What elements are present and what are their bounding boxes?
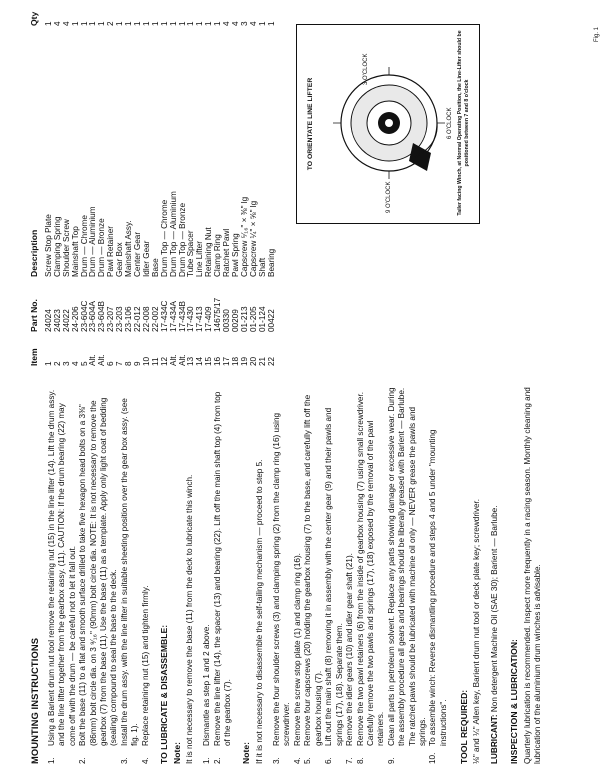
lubricate-title: TO LUBRICATE & DISASSEMBLE: — [158, 624, 169, 764]
cell-item: 19 — [239, 356, 249, 366]
cell-item: 20 — [248, 356, 258, 366]
lubricant-title: LUBRICANT: — [490, 714, 500, 764]
parts-header-row — [30, 10, 39, 366]
note-label: Note: — [241, 742, 252, 764]
cell-part-no: 22-002 — [150, 306, 160, 332]
parts-table — [30, 10, 276, 366]
diagram-title: TO ORIENTATE LINE LIFTER — [307, 77, 314, 171]
cell-qty: 1 — [186, 21, 196, 26]
cell-part-no: 23-106 — [124, 306, 134, 332]
cell-part-no: 00422 — [266, 309, 276, 332]
lubricate-steps-b — [272, 386, 449, 764]
note-text: If it is not necessary to disassemble the self-tailing mechanism — proceed to step 5. — [254, 459, 264, 764]
cell-qty: 1 — [150, 21, 160, 26]
cell-part-no: 17-434C — [159, 300, 169, 332]
cell-part-no: 23-604B — [97, 301, 107, 332]
lubricate-step: 1. Dismantle as step 1 and 2 above. — [202, 624, 212, 764]
lubricate-step: 5. Remove four capscrews (20) holding the gearbox housing (7) to the base, and carefully lift off the gearbox housing (7). — [303, 394, 323, 764]
cell-item: 3 — [61, 361, 71, 366]
cell-qty: 2 — [106, 21, 116, 26]
cell-item: 7 — [115, 361, 125, 366]
cell-description: Line Lifter — [195, 241, 205, 277]
cell-part-no: 00209 — [230, 309, 240, 332]
lubricate-step: 6. Lift out the main shaft (8) removing it in assembly with the center gear (9) and their pawls and springs (17), (18). Separate them. — [324, 407, 344, 764]
cell-item: 6 — [106, 361, 116, 366]
cell-item: 12 — [159, 356, 169, 366]
cell-item: 9 — [132, 361, 142, 366]
cell-description: Drum Top — Bronze — [177, 202, 187, 277]
cell-part-no: 22-008 — [141, 306, 151, 332]
header-item: Item — [29, 348, 39, 366]
lubricate-step: 8. Remove the two pawl retainers (6) from the inside of gearbox housing (7) using small screwdriver. Carefully remove the two pawls and springs (17), (18) exposed by the removal of the pawl retainers. — [355, 391, 386, 764]
lubricate-step: 10. To assemble winch: Reverse dismantling procedure and steps 4 and 5 under "mounting instructions". — [428, 429, 448, 764]
cell-item: 4 — [70, 361, 80, 366]
lubricant-line — [490, 386, 500, 764]
cell-description: Drum — Chrome — [79, 215, 89, 277]
inspection-text: Quarterly lubrication is recommended. Inspect more frequently in a racing season. Monthly cleaning and lubrication of the aluminium drum winches is advisable. — [522, 387, 542, 764]
cell-part-no: 17-409 — [204, 306, 214, 332]
header-part-no: Part No. — [29, 299, 39, 332]
cell-part-no: 14675/17 — [213, 297, 223, 332]
cell-item: 11 — [150, 357, 160, 366]
cell-item: 2 — [52, 361, 62, 366]
cell-part-no: 01-124 — [257, 306, 267, 332]
cell-item: 22 — [266, 356, 276, 366]
tools-title: TOOL REQUIRED: — [458, 689, 469, 764]
line-lifter-diagram — [296, 24, 480, 224]
cell-item: 1 — [43, 361, 53, 366]
cell-item: 18 — [230, 356, 240, 366]
diagram-note: Tailer facing Winch, at Normal Operating Position, the Line-Lifter should be positioned between 7 and 8 o'clock — [457, 30, 470, 216]
line-lifter-arm — [409, 143, 431, 171]
cell-qty: 1 — [132, 21, 142, 26]
cell-part-no: 23-207 — [106, 306, 116, 332]
cell-description: Ratchet Pawl — [222, 228, 232, 277]
cell-qty: 1 — [70, 21, 80, 26]
cell-part-no: 17-430 — [186, 306, 196, 332]
cell-description: Screw Stop Plate — [43, 214, 53, 277]
cell-part-no: 23-604C — [79, 300, 89, 332]
cell-qty: 3 — [239, 21, 249, 26]
cell-qty: 1 — [115, 21, 125, 26]
parts-body — [45, 10, 277, 366]
cell-qty: 1 — [43, 21, 53, 26]
cell-part-no: 24022 — [61, 309, 71, 332]
cell-part-no: 23-203 — [115, 306, 125, 332]
cell-part-no: 24023 — [52, 309, 62, 332]
label-6-oclock: 6 O'CLOCK — [447, 107, 453, 139]
cell-item: 17 — [222, 356, 232, 366]
cell-item: Alt. — [177, 354, 187, 366]
cell-description: Capscrew ¼" × ⅝" lg — [248, 200, 258, 277]
lubricate-step: 3. Remove the four shoulder screws (3) and clamping spring (2) from the clamp ring (16) using screwdriver. — [271, 412, 292, 764]
cell-description: Clamp Ring — [213, 234, 223, 277]
cell-qty: 1 — [168, 21, 178, 26]
cell-qty: 1 — [159, 21, 169, 26]
cell-part-no: 22-012 — [132, 306, 142, 332]
figure-label: Fig. 1 — [594, 26, 600, 42]
lubricate-step: 9. Clean all parts in petroleum solvent. Replace any parts showing damage or excessive wear. During the assembly procedure all gears and bearings should be liberally greased with Barient — Barlube. The ratchet pawls should be lubricated with machine oil only — NEVER grease the pawls and springs. — [387, 387, 427, 764]
cell-qty: 1 — [79, 21, 89, 26]
cell-part-no: 17-434A — [168, 301, 178, 332]
instructions-column — [30, 386, 545, 764]
lubricate-step: 4. Remove the screw stop plate (1) and clamp ring (16). — [292, 553, 302, 764]
cell-item: 10 — [141, 356, 151, 366]
lubricate-step: 7. Remove the idler gears (10) and idler gear shaft (21). — [345, 553, 355, 764]
cell-description: Idler Gear — [141, 240, 151, 277]
mounting-step: 4. Replace retaining nut (15) and tighten firmly. — [140, 585, 150, 764]
mounting-step: 1. Using a Barient drum nut tool remove the retaining nut (15) in the line lifter (14). Lift the drum assy. and the line lifter together from the gearbox assy. (11). CAUTION: If the drum bearing (22) may come off with the drum — be careful not to let it fall out. — [47, 389, 77, 764]
cell-qty: 1 — [204, 21, 214, 26]
cell-qty: 1 — [141, 21, 151, 26]
mounting-step: 2. Bolt the base (11) to a flat and smooth surface drilled to take five hexagon head bolts on a 3⅜" (86mm) bolt circle dia. on 3 ⁹⁄₁₆" (90mm) bolt circle dia. NOTE: It is not necessary to remove the gearbox (7) from the base (11). Use the base (11) as a template. Apply only light coat of bedding (sealing) compound to seal the base to the deck. — [78, 397, 118, 764]
cell-qty: 1 — [195, 21, 205, 26]
cell-qty: 1 — [97, 21, 107, 26]
label-9-oclock: 9 O'CLOCK — [386, 181, 392, 213]
cell-part-no: 17-434B — [177, 301, 187, 332]
cell-description: Base — [150, 258, 160, 277]
cell-part-no: 01-213 — [239, 306, 249, 332]
cell-description: Drum Top — Chrome — [159, 199, 169, 277]
cell-part-no: 01-205 — [248, 306, 258, 332]
cell-qty: 4 — [52, 21, 62, 26]
cell-qty: 1 — [213, 21, 223, 26]
cell-item: 5 — [79, 361, 89, 366]
cell-item: 16 — [213, 356, 223, 366]
cell-item: 21 — [257, 356, 267, 366]
cell-part-no: 00330 — [222, 309, 232, 332]
lubricate-steps-a — [202, 386, 233, 764]
center-hole — [385, 119, 393, 127]
cell-description: Shaft — [257, 257, 267, 277]
cell-description: Bearing — [266, 248, 276, 277]
mounting-step: 3. Install the drum assy. with the line lifter in suitable sheeting position over the gear box assy. (see fig. 1). — [119, 398, 139, 764]
cell-description: Shoulder Screw — [61, 219, 71, 277]
header-description: Description — [29, 229, 39, 277]
cell-description: Tube Spacer — [186, 230, 196, 277]
cell-item: 8 — [124, 361, 134, 366]
cell-qty: 4 — [222, 21, 232, 26]
cell-qty: 4 — [230, 21, 240, 26]
cell-item: Alt. — [97, 354, 107, 366]
cell-description: Pawl Spring — [230, 233, 240, 277]
cell-qty: 1 — [266, 21, 276, 26]
mounting-title: MOUNTING INSTRUCTIONS — [29, 637, 40, 764]
cell-description: Retaining Nut — [204, 227, 214, 277]
cell-qty: 1 — [88, 21, 98, 26]
cell-description: Gear Box — [115, 242, 125, 277]
cell-part-no: 24024 — [43, 309, 53, 332]
cell-description: Mainshaft Top — [70, 226, 80, 277]
note-label: Note: — [171, 742, 182, 764]
cell-qty: 1 — [257, 21, 267, 26]
cell-description: Mainshaft Assy. — [124, 220, 134, 277]
cell-item: 13 — [186, 356, 196, 366]
cell-part-no: 24-206 — [70, 306, 80, 332]
lubricate-step: 2. Remove the line lifter (14), the spacer (13) and bearing (22). Lift off the main shaft top (4) from top of the gearbox (7). — [213, 391, 233, 764]
cell-part-no: 23-604A — [88, 301, 98, 332]
cell-description: Drum Top — Aluminium — [168, 191, 178, 277]
lubricant-text: Non detergent Machine Oil (SAE 30); Barient — Barlube. — [490, 505, 500, 713]
cell-description: Drum — Bronze — [97, 218, 107, 277]
label-3-oclock: 3 O'CLOCK — [363, 53, 369, 85]
parts-row — [268, 10, 277, 366]
cell-qty: 4 — [61, 21, 71, 26]
cell-qty: 4 — [248, 21, 258, 26]
cell-item: 15 — [204, 356, 214, 366]
cell-qty: 1 — [177, 21, 187, 26]
cell-description: Pawl Retainer — [106, 226, 116, 277]
cell-item: Alt. — [168, 354, 178, 366]
inspection-title: INSPECTION & LUBRICATION: — [509, 639, 520, 764]
cell-description: Clamping Spring — [52, 216, 62, 277]
cell-description: Drum — Aluminium — [88, 206, 98, 277]
cell-item: Alt. — [88, 354, 98, 366]
note-text: It is not necessary to remove the base (11) from the deck to lubricate this winch. — [185, 474, 195, 764]
cell-description: Capscrew ⁵⁄₁₆" × ⅜" lg — [239, 196, 249, 277]
mounting-steps — [47, 386, 151, 764]
cell-qty: 1 — [124, 21, 134, 26]
cell-part-no: 17-413 — [195, 306, 205, 332]
cell-item: 14 — [195, 356, 205, 366]
cell-description: Center Gear — [132, 231, 142, 277]
header-qty: Qty — [29, 11, 39, 26]
tools-text: ⅛" and ¼" Allen key, Barient drum nut tool or deck plate key; screwdriver. — [472, 498, 482, 764]
